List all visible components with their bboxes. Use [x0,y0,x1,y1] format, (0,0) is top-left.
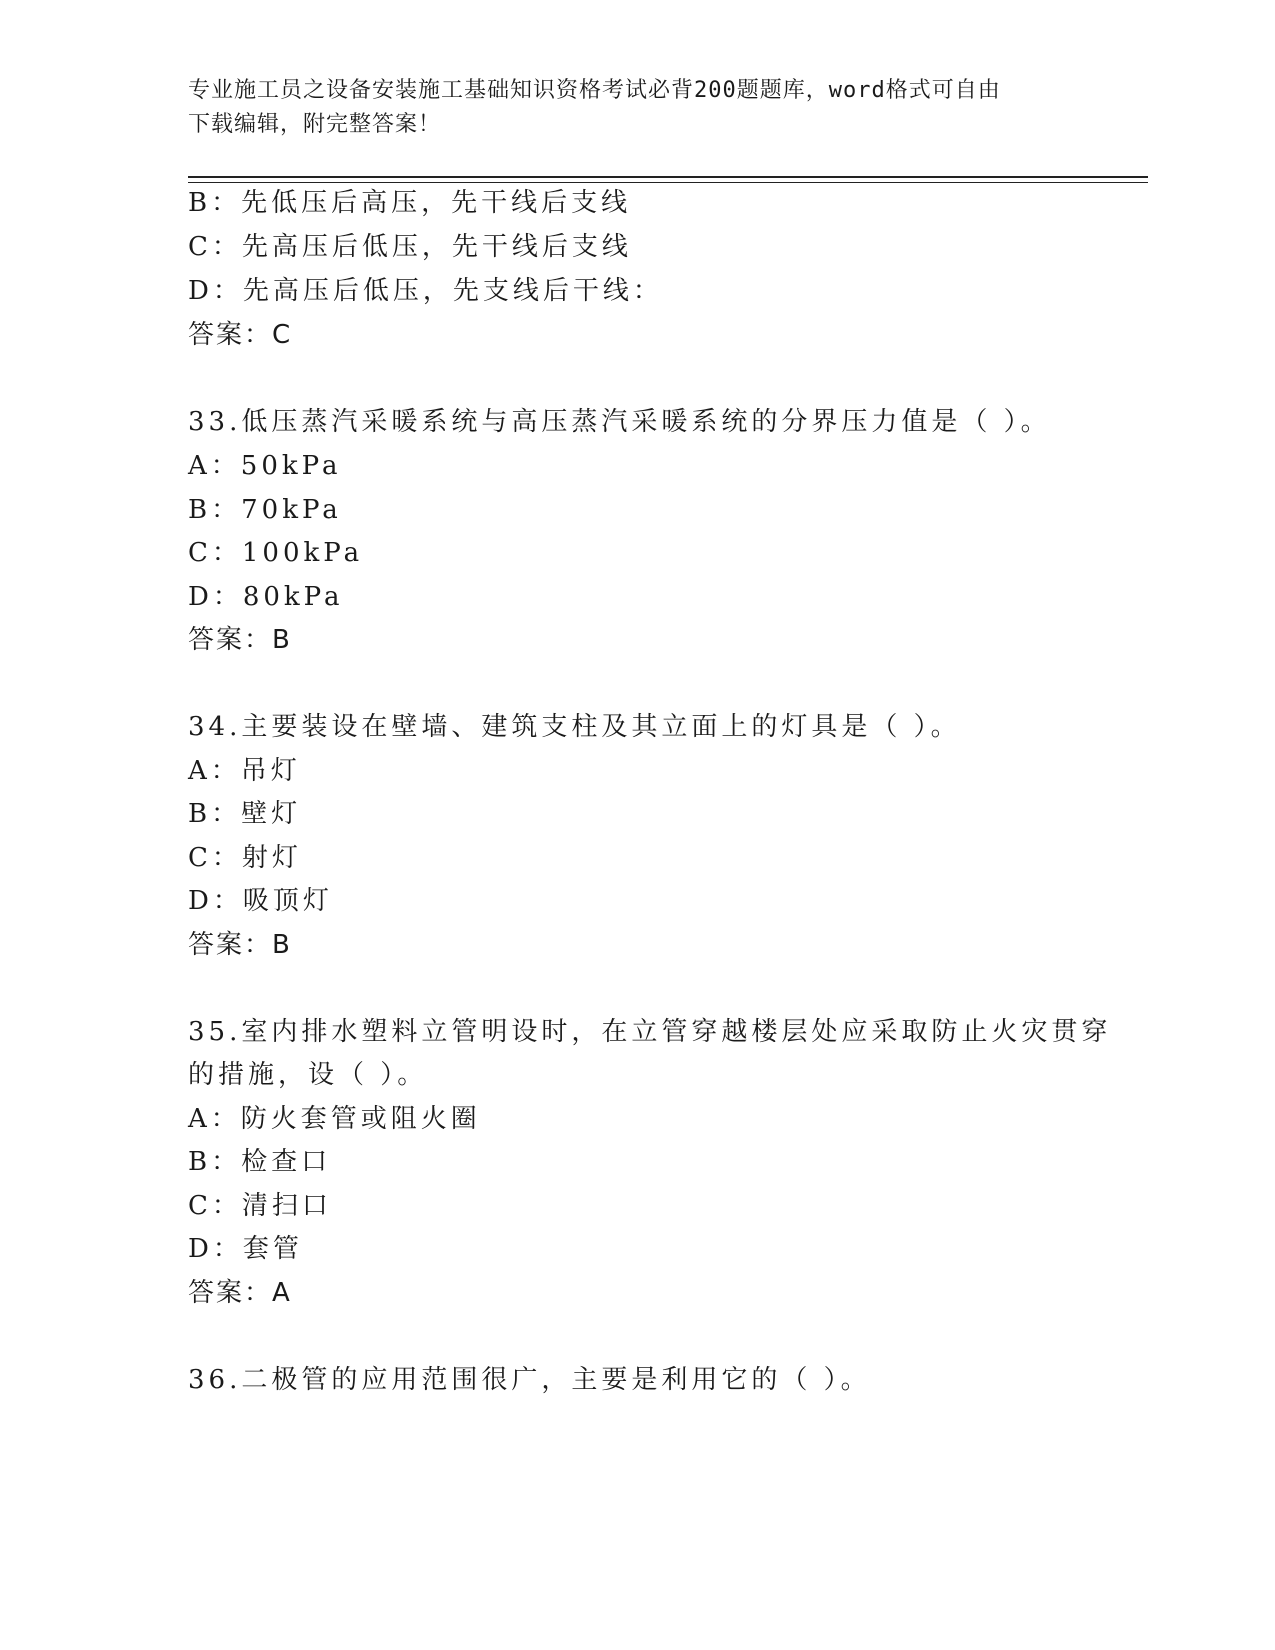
q35-option-d: D：套管 [188,1234,303,1264]
q35-stem-line-1: 35.室内排水塑料立管明设时，在立管穿越楼层处应采取防止火灾贯穿 [188,1017,1112,1047]
header-divider-thick [188,176,1148,178]
q33-option-d: D：80kPa [188,582,344,612]
header-line-1: 专业施工员之设备安装施工基础知识资格考试必背200题题库，word格式可自由 [188,78,1001,103]
header-line-2: 下载编辑，附完整答案！ [188,112,442,137]
q34-stem: 34.主要装设在壁墙、建筑支柱及其立面上的灯具是（ ）。 [188,712,961,742]
q35-answer: 答案：A [188,1278,292,1308]
q33-stem: 33.低压蒸汽采暖系统与高压蒸汽采暖系统的分界压力值是（ ）。 [188,407,1051,437]
q34-option-b: B：壁灯 [188,799,302,829]
document-header [188,74,1068,142]
q34-option-c: C：射灯 [188,843,302,873]
q36-stem: 36.二极管的应用范围很广，主要是利用它的（ ）。 [188,1365,871,1395]
q35-option-b: B：检查口 [188,1147,332,1177]
q35-option-a: A：防火套管或阻火圈 [188,1104,481,1134]
q34-option-a: A：吊灯 [188,756,301,786]
q32-answer: 答案：C [188,320,293,350]
q35-option-c: C：清扫口 [188,1191,332,1221]
q33-option-b: B：70kPa [188,495,342,525]
header-divider-thin [188,182,1148,183]
q32-option-b: B：先低压后高压，先干线后支线 [188,188,632,218]
q34-option-d: D：吸顶灯 [188,886,333,916]
q32-option-c: C：先高压后低压，先干线后支线 [188,232,632,262]
q34-answer: 答案：B [188,930,292,960]
q33-option-a: A：50kPa [188,451,342,481]
q33-option-c: C：100kPa [188,538,364,568]
q32-option-d: D：先高压后低压，先支线后干线： [188,276,663,306]
q35-stem-line-2: 的措施，设（ ）。 [188,1060,428,1090]
q33-answer: 答案：B [188,625,292,655]
